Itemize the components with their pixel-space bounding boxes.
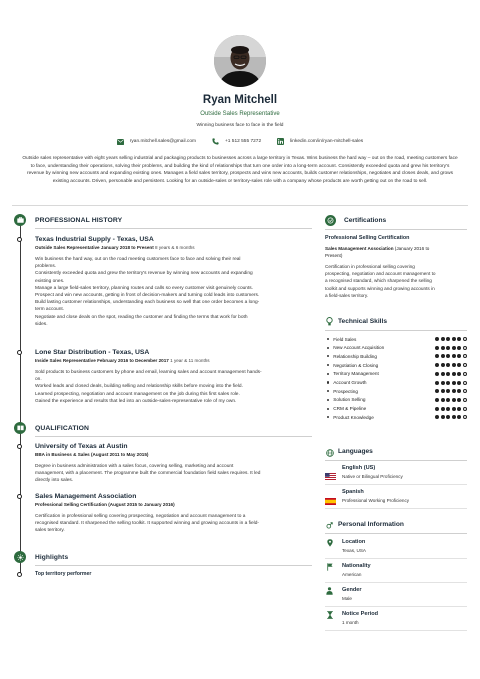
timeline-dot bbox=[17, 444, 22, 449]
skills-rule bbox=[325, 330, 467, 331]
email-text: ryan.mitchell.sales@gmail.com bbox=[129, 139, 196, 144]
contact-bar bbox=[0, 138, 480, 145]
skill-rating-dot bbox=[457, 354, 461, 358]
certifications-title: Certifications bbox=[344, 217, 387, 224]
flag-icon bbox=[326, 563, 333, 570]
skill-rating-dot bbox=[463, 354, 467, 358]
job-company: Lone Star Distribution - Texas, USA bbox=[35, 349, 150, 356]
skill-row bbox=[327, 396, 467, 404]
skill-rating-dot bbox=[452, 398, 456, 402]
skill-rating-dot bbox=[441, 389, 445, 393]
skill-rating bbox=[435, 398, 467, 402]
phone-text: +1 512 555 7272 bbox=[224, 139, 262, 144]
languages-rule bbox=[325, 460, 467, 461]
contact-phone[interactable] bbox=[212, 138, 261, 145]
skill-rating-dot bbox=[463, 389, 467, 393]
personal-label: Notice Period bbox=[342, 611, 379, 617]
skill-rating-dot bbox=[441, 372, 445, 376]
skill-rating-dot bbox=[463, 346, 467, 350]
qualification-title: QUALIFICATION bbox=[35, 425, 90, 432]
skill-rating-dot bbox=[457, 363, 461, 367]
personal-label: Gender bbox=[342, 587, 362, 593]
person-icon bbox=[326, 587, 333, 594]
skill-name: Territory Management bbox=[333, 371, 379, 377]
job-company: Texas Industrial Supply - Texas, USA bbox=[35, 236, 154, 243]
briefcase-icon bbox=[14, 214, 26, 226]
skill-rating-dot bbox=[463, 398, 467, 402]
skill-name: Prospecting bbox=[333, 388, 358, 394]
timeline-dot bbox=[17, 350, 22, 355]
skill-rating-dot bbox=[446, 354, 450, 358]
globe-icon bbox=[325, 448, 334, 457]
skill-rating-dot bbox=[452, 354, 456, 358]
skill-rating bbox=[435, 372, 467, 376]
email-icon bbox=[117, 138, 124, 145]
avatar bbox=[214, 35, 266, 87]
contact-linkedin[interactable] bbox=[277, 138, 363, 145]
skill-bullet bbox=[327, 416, 329, 418]
skill-rating-dot bbox=[435, 346, 439, 350]
hourglass-icon bbox=[326, 611, 333, 618]
skill-rating-dot bbox=[452, 346, 456, 350]
language-rule bbox=[325, 508, 467, 509]
skill-row bbox=[327, 361, 467, 369]
personal-rule bbox=[325, 558, 467, 559]
skill-row bbox=[327, 387, 467, 395]
skill-rating-dot bbox=[463, 337, 467, 341]
skill-rating-dot bbox=[441, 363, 445, 367]
job-description: Sold products to business customers by phone and email, learning sales and account management hands- on. Worked leads and closed deals, building selling and relationship skills before moving into the field. Learned prospecting, negotiation and account management on the job during this first sales role. Gained the experience and results that led into an outside-sales-representative role of my own. bbox=[35, 370, 262, 404]
us-flag-icon bbox=[325, 467, 336, 474]
personal-rule bbox=[325, 630, 467, 631]
skill-bullet bbox=[327, 381, 329, 383]
job-description: Win business the hard way, out on the road meeting customers face to face and solving their real problems. Consistently exceeded quota and grew the territory's revenue by winning new accounts and expanding existing ones. Manage a large field-sales territory, planning routes and calls so every customer visit genuinely counts. Prospect and win new accounts, getting in front of decision-makers and turning cold leads into customers. Build lasting customer relationships, understanding each business so well that one order becomes a long- term account. Negotiate and close deals on the spot, reading the customer and finding the terms that work for both sides. bbox=[35, 257, 260, 327]
skill-rating bbox=[435, 415, 467, 419]
skill-rating-dot bbox=[441, 381, 445, 385]
timeline-line bbox=[20, 223, 21, 575]
skill-name: Field Sales bbox=[333, 336, 357, 342]
skill-rating-dot bbox=[441, 354, 445, 358]
skill-rating-dot bbox=[446, 337, 450, 341]
skill-rating-dot bbox=[463, 415, 467, 419]
skill-row bbox=[327, 335, 467, 343]
skill-bullet bbox=[327, 347, 329, 349]
highlights-rule bbox=[35, 565, 312, 566]
personal-title: Personal Information bbox=[338, 521, 404, 528]
profile-summary: Outside sales representative with eight years selling industrial and packaging products to businesses across a large territory in Texas. Wins business the hard way – out on the road, meeting customers face to face, understanding their operations, solving their problems, and building the kind of relationships that turn one order into a long-term account. Consistently exceeded quota and grew his territory's revenue by winning new accounts and expanding existing ones. Manages a field sales territory, prospects and wins new accounts, builds customer relationships, negotiates and closes deals, and grows existing accounts. Driven, personable and persistent. Looking for an outside-sales or territory-sales role with a company whose products are worth getting out on the road to sell. bbox=[22, 156, 458, 184]
history-rule bbox=[35, 228, 312, 229]
gender-icon bbox=[325, 521, 334, 530]
skill-rating-dot bbox=[452, 407, 456, 411]
skill-rating bbox=[435, 354, 467, 358]
skill-rating-dot bbox=[457, 407, 461, 411]
timeline-dot bbox=[17, 494, 22, 499]
personal-value: American bbox=[342, 572, 362, 577]
skill-name: Product Knowledge bbox=[333, 414, 374, 420]
skill-bullet bbox=[327, 399, 329, 401]
skill-rating-dot bbox=[446, 407, 450, 411]
personal-rule bbox=[325, 606, 467, 607]
language-name: English (US) bbox=[342, 465, 376, 471]
history-title: PROFESSIONAL HISTORY bbox=[35, 217, 123, 224]
skill-rating bbox=[435, 389, 467, 393]
certification-issuer: Sales Management Association (January 2016 to Present) bbox=[325, 246, 430, 258]
qualification-subtitle: BBA in Business & Sales (August 2011 to May 2015) bbox=[35, 452, 149, 457]
skill-rating-dot bbox=[463, 407, 467, 411]
skill-rating-dot bbox=[435, 363, 439, 367]
qualification-description: Certification in professional selling covering prospecting, negotiation and account management to a recognised standard. It sharpened the selling toolkit. It supported winning and growing accounts in a field- sales territory. bbox=[35, 514, 259, 534]
highlights-title: Highlights bbox=[35, 554, 69, 561]
qualification-description: Degree in business administration with a sales focus, covering selling, marketing and account management, with a placement. The programme built the commercial foundation field sales requires. It led directly into sales. bbox=[35, 464, 261, 484]
skill-rating-dot bbox=[463, 363, 467, 367]
language-level: Professional Working Proficiency bbox=[342, 498, 410, 503]
skill-rating-dot bbox=[452, 363, 456, 367]
highlight-item: Top territory performer bbox=[35, 571, 92, 577]
skill-rating-dot bbox=[457, 381, 461, 385]
skill-rating-dot bbox=[452, 389, 456, 393]
skill-rating-dot bbox=[446, 346, 450, 350]
highlight-star-icon bbox=[14, 551, 26, 563]
linkedin-icon bbox=[277, 138, 284, 145]
qualification-subtitle: Professional Selling Certification (August 2015 to January 2016) bbox=[35, 502, 175, 507]
skill-row bbox=[327, 413, 467, 421]
certification-name: Professional Selling Certification bbox=[325, 235, 410, 241]
candidate-role: Outside Sales Representative bbox=[200, 111, 280, 117]
skill-rating-dot bbox=[452, 381, 456, 385]
skill-row bbox=[327, 370, 467, 378]
skill-name: Solution Selling bbox=[333, 397, 366, 403]
skill-rating-dot bbox=[441, 346, 445, 350]
skill-rating-dot bbox=[435, 337, 439, 341]
skill-name: Account Growth bbox=[333, 380, 367, 385]
timeline-dot bbox=[17, 572, 22, 577]
language-rule bbox=[325, 484, 467, 485]
skill-rating-dot bbox=[435, 372, 439, 376]
qualification-institution: University of Texas at Austin bbox=[35, 443, 128, 450]
language-level: Native or Bilingual Proficiency bbox=[342, 474, 403, 479]
skill-rating bbox=[435, 363, 467, 367]
certifications-rule bbox=[325, 229, 467, 230]
skill-rating-dot bbox=[435, 389, 439, 393]
skill-bullet bbox=[327, 364, 329, 366]
graduation-cap-icon bbox=[14, 422, 26, 434]
skill-row bbox=[327, 352, 467, 360]
skill-name: Relationship Building bbox=[333, 353, 377, 359]
lightbulb-icon bbox=[325, 317, 334, 326]
skill-rating bbox=[435, 337, 467, 341]
skill-rating-dot bbox=[457, 389, 461, 393]
map-pin-icon bbox=[326, 539, 333, 546]
candidate-tagline: Winning business face to face in the field bbox=[196, 123, 284, 128]
skill-rating-dot bbox=[457, 372, 461, 376]
certificate-icon bbox=[325, 215, 336, 226]
language-name: Spanish bbox=[342, 489, 364, 495]
personal-value: Texas, USA bbox=[342, 548, 366, 553]
skill-name: Negotiation & Closing bbox=[333, 362, 379, 368]
skill-rating-dot bbox=[435, 415, 439, 419]
personal-label: Location bbox=[342, 539, 366, 545]
skill-rating-dot bbox=[435, 398, 439, 402]
personal-rule bbox=[325, 533, 467, 534]
qualification-institution: Sales Management Association bbox=[35, 493, 137, 500]
skill-rating-dot bbox=[446, 398, 450, 402]
skill-rating-dot bbox=[457, 346, 461, 350]
profile-photo bbox=[214, 35, 266, 87]
skill-rating bbox=[435, 407, 467, 411]
personal-value: 1 month bbox=[342, 620, 359, 625]
skill-rating bbox=[435, 346, 467, 350]
phone-icon bbox=[212, 138, 219, 145]
linkedin-text: linkedin.com/in/ryan-mitchell-sales bbox=[290, 139, 364, 144]
header-divider bbox=[12, 205, 468, 206]
contact-email[interactable] bbox=[117, 138, 196, 145]
skill-rating-dot bbox=[457, 398, 461, 402]
personal-value: Male bbox=[342, 596, 352, 601]
skill-rating-dot bbox=[446, 363, 450, 367]
skill-rating-dot bbox=[435, 381, 439, 385]
personal-rule bbox=[325, 582, 467, 583]
skill-rating-dot bbox=[441, 415, 445, 419]
skill-row bbox=[327, 344, 467, 352]
skill-rating-dot bbox=[441, 398, 445, 402]
skill-rating-dot bbox=[446, 389, 450, 393]
skill-bullet bbox=[327, 390, 329, 392]
skill-name: New Account Acquisition bbox=[333, 345, 385, 351]
skill-rating-dot bbox=[435, 407, 439, 411]
skill-rating-dot bbox=[452, 372, 456, 376]
skill-rating-dot bbox=[441, 337, 445, 341]
skill-rating-dot bbox=[452, 337, 456, 341]
skill-rating-dot bbox=[457, 337, 461, 341]
skill-rating-dot bbox=[435, 354, 439, 358]
skill-rating-dot bbox=[463, 372, 467, 376]
skills-title: Technical Skills bbox=[338, 318, 387, 325]
job-subtitle: Outside Sales Representative January 2018 to Present 8 years & 6 months bbox=[35, 245, 195, 250]
skill-row bbox=[327, 405, 467, 413]
certification-description: Certification in professional selling covering prospecting, negotiation and account management to a recognised standard, which sharpened the selling toolkit and supports winning and growing accounts in a field-sales territory. bbox=[325, 264, 436, 298]
qualification-rule bbox=[35, 436, 312, 437]
skill-bullet bbox=[327, 373, 329, 375]
skill-bullet bbox=[327, 355, 329, 357]
personal-label: Nationality bbox=[342, 563, 371, 569]
skill-rating-dot bbox=[446, 372, 450, 376]
skill-rating-dot bbox=[452, 415, 456, 419]
skill-bullet bbox=[327, 338, 329, 340]
skill-row bbox=[327, 379, 467, 387]
skill-bullet bbox=[327, 408, 329, 410]
skill-rating-dot bbox=[457, 415, 461, 419]
skill-rating-dot bbox=[446, 415, 450, 419]
languages-title: Languages bbox=[338, 448, 373, 455]
job-subtitle: Inside Sales Representative February 2016 to December 2017 1 year & 11 months bbox=[35, 358, 210, 363]
skill-rating-dot bbox=[446, 381, 450, 385]
spain-flag-icon bbox=[325, 492, 336, 499]
candidate-name: Ryan Mitchell bbox=[202, 94, 278, 106]
skill-name: CRM & Pipeline bbox=[333, 406, 367, 412]
skill-rating-dot bbox=[463, 381, 467, 385]
timeline-dot bbox=[17, 237, 22, 242]
skill-rating-dot bbox=[441, 407, 445, 411]
skill-rating bbox=[435, 381, 467, 385]
